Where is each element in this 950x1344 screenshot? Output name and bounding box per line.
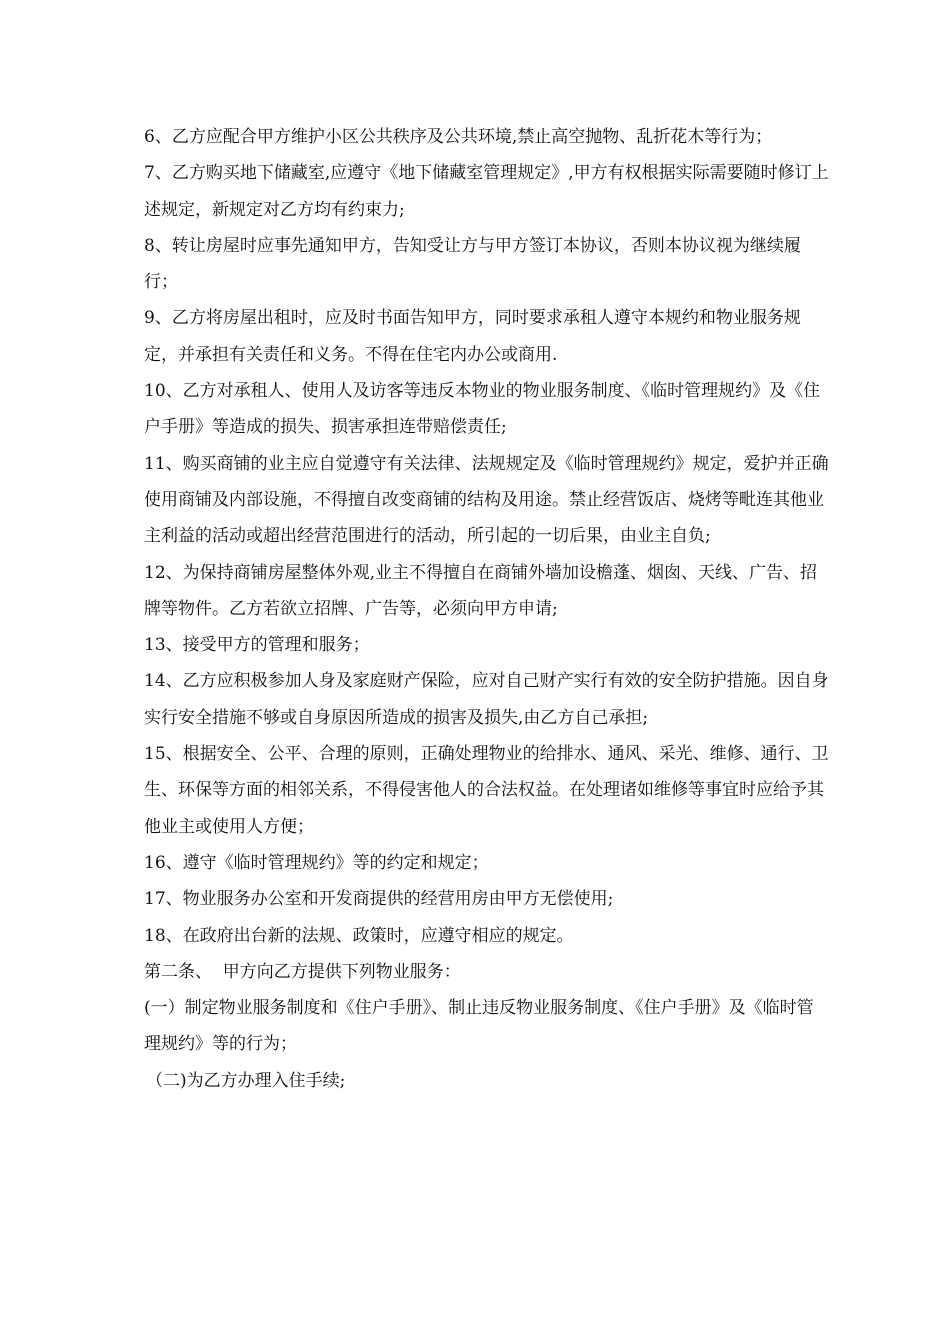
clause-14: 14、乙方应积极参加人身及家庭财产保险，应对自己财产实行有效的安全防护措施。因自身实行安全措施不够或自身原因所造成的损害及损失,由乙方自己承担; [144,671,829,728]
article-2-heading: 第二条、 甲方向乙方提供下列物业服务： [144,961,461,982]
clause-10: 10、乙方对承租人、使用人及访客等违反本物业的物业服务制度、《临时管理规约》及《住户手册》等造成的损失、损害承担连带赔偿责任; [144,381,821,438]
clause-8: 8、转让房屋时应事先通知甲方，告知受让方与甲方签订本协议，否则本协议视为继续履行； [144,235,801,293]
clause-18: 18、在政府出台新的法规、政策时，应遵守相应的规定。 [144,925,574,946]
clause-12: 12、为保持商铺房屋整体外观,业主不得擅自在商铺外墙加设檐蓬、烟囱、天线、广告、招牌等物件。乙方若欲立招牌、广告等，必须向甲方申请; [144,562,818,619]
clause-9: 9、乙方将房屋出租时，应及时书面告知甲方，同时要求承租人遵守本规约和物业服务规定，并承担有关责任和义务。不得在住宅内办公或商用. [144,308,801,365]
clause-16: 16、遵守《临时管理规约》等的约定和规定； [144,852,489,873]
clause-15: 15、根据安全、公平、合理的原则，正确处理物业的给排水、通风、采光、维修、通行、卫生、环保等方面的相邻关系，不得侵害他人的合法权益。在处理诸如维修等事宜时应给予其他业主或使用人方便； [144,744,829,837]
service-item-2: （二)为乙方办理入住手续; [146,1070,346,1091]
service-item-1: (一）制定物业服务制度和《住户手册》、制止违反物业服务制度、《住户手册》及《临时管理规约》等的行为； [144,998,814,1055]
clause-11: 11、购买商铺的业主应自觉遵守有关法律、法规规定及《临时管理规约》规定，爱护并正确使用商铺及内部设施，不得擅自改变商铺的结构及用途。禁止经营饭店、烧烤等毗连其他业主利益的活动或超出经营范围进行的活动，所引起的一切后果，由业主自负; [144,453,829,547]
clause-17: 17、物业服务办公室和开发商提供的经营用房由甲方无偿使用; [144,889,614,910]
clause-6: 6、乙方应配合甲方维护小区公共秩序及公共环境,禁止高空抛物、乱折花木等行为； [144,127,773,147]
document-body [144,119,829,1099]
clause-13: 13、接受甲方的管理和服务； [144,635,370,656]
clause-7: 7、乙方购买地下储藏室,应遵守《地下储藏室管理规定》,甲方有权根据实际需要随时修订上述规定，新规定对乙方均有约束力; [144,163,829,220]
